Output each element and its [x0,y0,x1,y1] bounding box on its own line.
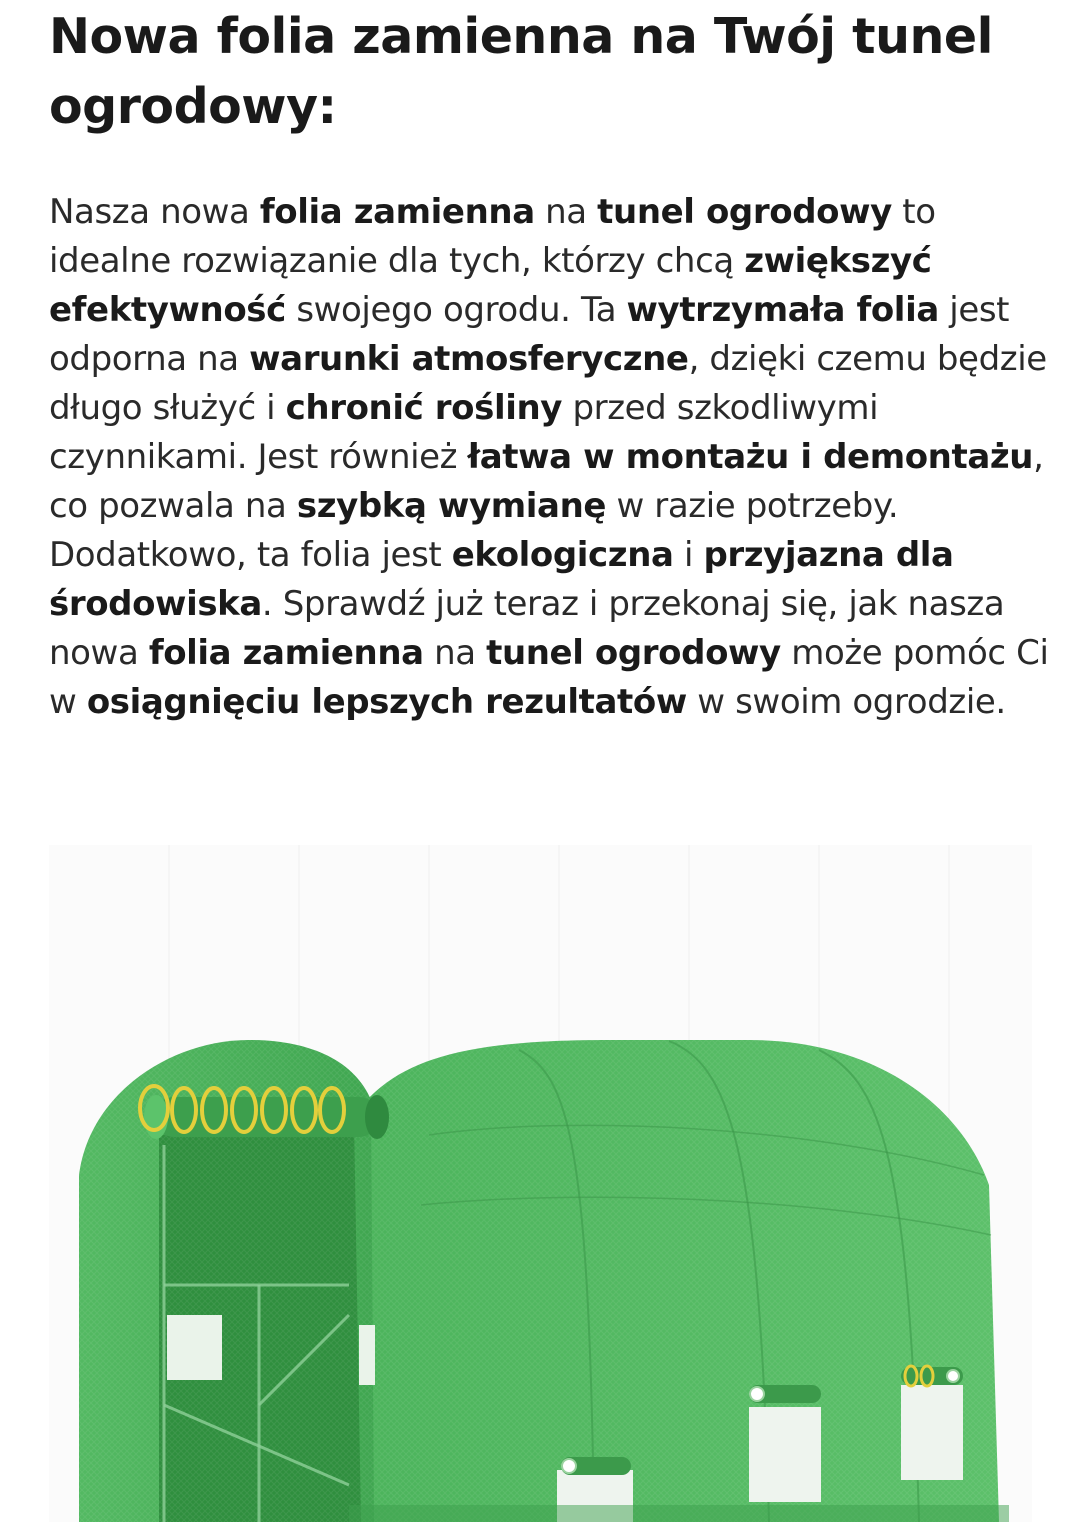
text-run-bold: folia zamienna [148,633,424,673]
text-run-bold: przyjazna dla środowiska [49,535,954,624]
interior-window-left [167,1315,222,1380]
text-run: . Sprawdź już teraz i przekonaj się, jak nasza nowa [49,584,1005,673]
text-run-bold: łatwa w montażu i demontażu [467,437,1034,477]
text-run: , co pozwala na [49,437,1044,526]
side-window-2 [749,1385,821,1502]
text-run-bold: warunki atmosferyczne [249,339,689,379]
page-title: Nowa folia zamienna na Twój tunel ogrodowy: [49,8,993,135]
text-run: swojego ogrodu. Ta [285,290,627,330]
text-run: na [534,192,598,232]
text-run-bold: osiągnięciu lepszych rezultatów [86,682,687,722]
text-run: w swoim ogrodzie. [686,682,1006,722]
text-run: na [423,633,487,673]
text-run: przed szkodliwymi czynnikami. Jest również [49,388,879,477]
text-run-bold: ekologiczna [451,535,674,575]
text-run-bold: tunel ogrodowy [597,192,892,232]
text-run-bold: tunel ogrodowy [486,633,781,673]
ground-shadow [349,1505,1009,1522]
article-paragraph [49,188,1049,727]
interior-window-right [359,1325,375,1385]
text-run-bold: szybką wymianę [296,486,607,526]
text-run-bold: wytrzymała folia [626,290,939,330]
greenhouse-illustration [49,845,1032,1522]
text-run: Nasza nowa [49,192,260,232]
text-run: , dzięki czemu będzie długo służyć i [49,339,1047,428]
text-run-bold: folia zamienna [259,192,535,232]
text-run-bold: zwiększyć efektywność [49,241,932,330]
text-run: może pomóc Ci w [49,633,1049,722]
side-window-3 [901,1366,963,1480]
text-run: w razie potrzeby. Dodatkowo, ta folia jest [49,486,899,575]
text-run: i [673,535,704,575]
text-run: to idealne rozwiązanie dla tych, którzy chcą [49,192,936,281]
product-photo-greenhouse [49,845,1032,1522]
article [49,0,1049,727]
text-run: jest odporna na [49,290,1010,379]
text-run-bold: chronić rośliny [285,388,563,428]
